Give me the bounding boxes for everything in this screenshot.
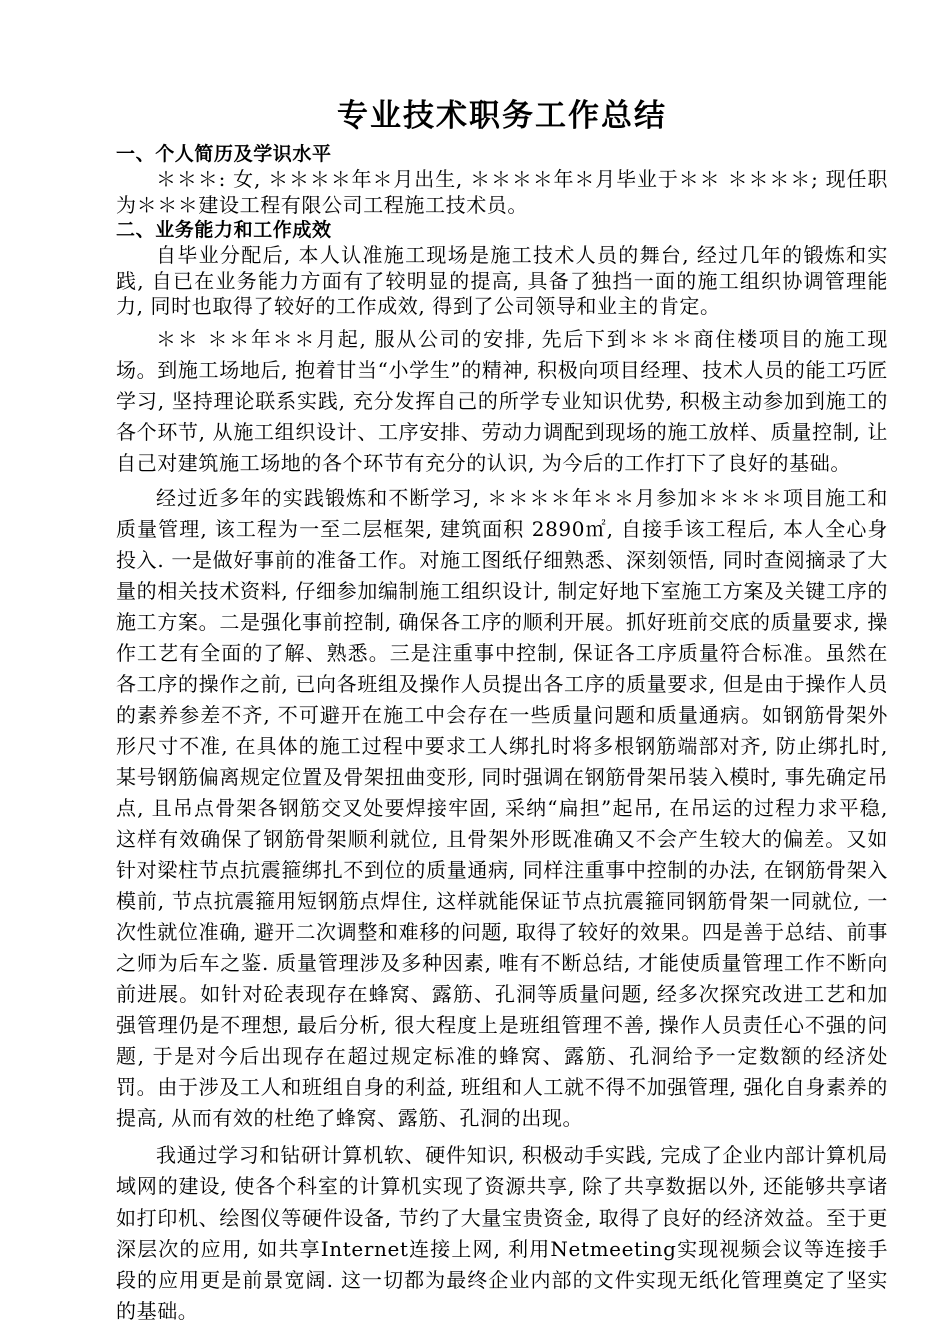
section-heading-resume: 一、个人简历及学识水平 bbox=[116, 143, 332, 165]
document-body bbox=[116, 96, 888, 1328]
section-heading-performance: 二、业务能力和工作成效 bbox=[116, 219, 332, 242]
performance-paragraph-4: 我通过学习和钻研计算机软、硬件知识, 积极动手实践, 完成了企业内部计算机局域网的建设, 使各个科室的计算机实现了资源共享, 除了共享数据以外, 还能够共享诸如打印机、绘图仪等硬件设备, 节约了大量宝贵资金, 取得了良好的经济效益。至于更深层次的应用, 如共享Internet连接上网, 利用Netmeeting实现视频会议等连接手段的应用更是前景宽阔. 这一切都为最终企业内部的文件实现无纸化管理奠定了坚实的基础。 bbox=[116, 1142, 888, 1324]
performance-paragraph-1: 自毕业分配后, 本人认准施工现场是施工技术人员的舞台, 经过几年的锻炼和实践, 自已在业务能力方面有了较明显的提高, 具备了独挡一面的施工组织协调管理能力, 同时也取得了较好的工作成效, 得到了公司领导和业主的肯定。 bbox=[116, 243, 888, 319]
performance-paragraph-3: 经过近多年的实践锻炼和不断学习, ＊＊＊＊年＊＊月参加＊＊＊＊项目施工和质量管理, 该工程为一至二层框架, 建筑面积 2890㎡, 自接手该工程后, 本人全心身投入. 一是做好事前的准备工作。对施工图纸仔细熟悉、深刻领悟, 同时查阅摘录了大量的相关技术资料, 仔细参加编制施工组织设计, 制定好地下室施工方案及关键工序的施工方案。二是强化事前控制, 确保各工序的顺利开展。抓好班前交底的质量要求, 操作工艺有全面的了解、熟悉。三是注重事中控制, 保证各工序质量符合标准。虽然在各工序的操作之前, 已向各班组及操作人员提出各工序的质量要求, 但是由于操作人员的素养参差不齐, 不可避开在施工中会存在一些质量问题和质量通病。如钢筋骨架外形尺寸不准, 在具体的施工过程中要求工人绑扎时将多根钢筋端部对齐, 防止绑扎时, 某号钢筋偏离规定位置及骨架扭曲变形, 同时强调在钢筋骨架吊装入模时, 事先确定吊点, 且吊点骨架各钢筋交叉处要焊接牢固, 采纳“扁担”起吊, 在吊运的过程力求平稳, 这样有效确保了钢筋骨架顺利就位, 且骨架外形既准确又不会产生较大的偏差。又如针对梁柱节点抗震箍绑扎不到位的质量通病, 同样注重事中控制的办法, 在钢筋骨架入模前, 节点抗震箍用短钢筋点焊住, 这样就能保证节点抗震箍同钢筋骨架一同就位, 一次性就位准确, 避开二次调整和难移的问题, 取得了较好的效果。四是善于总结、前事之师为后车之鉴. 质量管理涉及多种因素, 唯有不断总结, 才能使质量管理工作不断向前进展。如针对砼表现存在蜂窝、露筋、孔洞等质量问题, 经多次探究改进工艺和加强管理仍是不理想, 最后分析, 很大程度上是班组管理不善, 操作人员责任心不强的问题, 于是对今后出现存在超过规定标准的蜂窝、露筋、孔洞给予一定数额的经济处罚。由于涉及工人和班组自身的利益, 班组和人工就不得不加强管理, 强化自身素养的提高, 从而有效的杜绝了蜂窝、露筋、孔洞的出现。 bbox=[116, 485, 888, 1130]
resume-paragraph: ＊＊＊: 女, ＊＊＊＊年＊月出生, ＊＊＊＊年＊月毕业于＊＊ ＊＊＊＊; 现任职为＊＊＊建设工程有限公司工程施工技术员。 bbox=[116, 167, 888, 217]
document-title: 专业技术职务工作总结 bbox=[337, 98, 667, 134]
performance-paragraph-2: ＊＊ ＊＊年＊＊月起, 服从公司的安排, 先后下到＊＊＊商住楼项目的施工现场。到施工场地后, 抱着甘当“小学生”的精神, 积极向项目经理、技术人员的能工巧匠学习, 坚持理论联系实践, 充分发挥自己的所学专业知识优势, 积极主动参加到施工的各个环节, 从施工组织设计、工序安排、劳动力调配到现场的施工放样、质量控制, 让自己对建筑施工场地的各个环节有充分的认识, 为今后的工作打下了良好的基础。 bbox=[116, 326, 888, 475]
